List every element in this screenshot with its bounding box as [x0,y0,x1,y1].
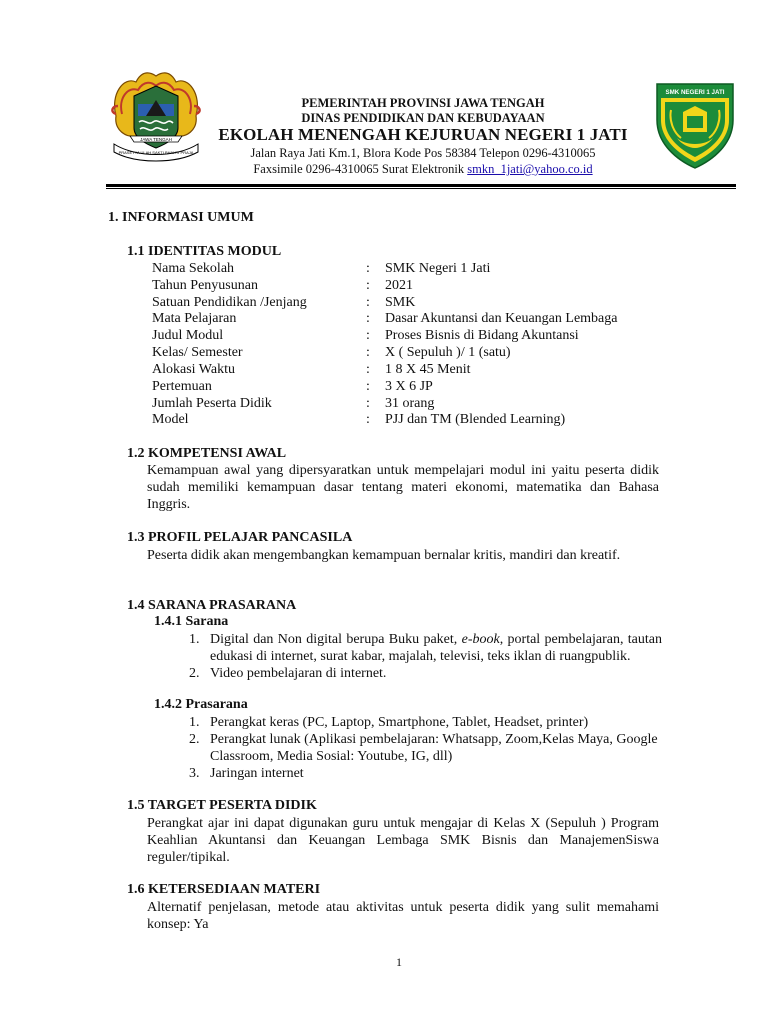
header-school-name: EKOLAH MENENGAH KEJURUAN NEGERI 1 JATI [218,125,628,144]
subsection-title-ketersediaan-materi: 1.6 KETERSEDIAAN MATERI [127,882,321,897]
section-title-informasi-umum: 1. INFORMASI UMUM [108,210,254,225]
row-label: Kelas/ Semester [152,345,243,360]
svg-text:PRASETYA ULAH SAKTI BHAKTI PRA: PRASETYA ULAH SAKTI BHAKTI PRAJA [118,150,194,155]
page-number: 1 [396,955,402,969]
row-separator: : [366,362,370,377]
list-text: Jaringan internet [210,766,304,781]
row-value: 31 orang [385,396,435,411]
smk-negeri-1-jati-logo [655,80,735,170]
jawa-tengah-emblem-logo [106,66,206,170]
row-separator: : [366,396,370,411]
row-separator: : [366,295,370,310]
header-address: Jalan Raya Jati Km.1, Blora Kode Pos 58384 Telepon 0296-4310065 [250,146,596,160]
row-value: Proses Bisnis di Bidang Akuntansi [385,328,579,343]
list-number: 1. [189,632,200,647]
letterhead-divider [106,184,736,189]
subsection-title-profil-pelajar: 1.3 PROFIL PELAJAR PANCASILA [127,530,353,545]
profil-pelajar-text: Peserta didik akan mengembangkan kemampuan bernalar kritis, mandiri dan kreatif. [147,548,621,563]
subsection-title-sarana-prasarana: 1.4 SARANA PRASARANA [127,598,297,613]
row-value: SMK [385,295,416,310]
row-value: 3 X 6 JP [385,379,433,394]
email-link[interactable]: smkn_1jati@yahoo.co.id [467,162,593,176]
kompetensi-awal-text: Kemampuan awal yang dipersyaratkan untuk mempelajari modul ini yaitu peserta didik sudah memiliki kemampuan dasar tentang materi ekonomi, matematika dan Bahasa Inggris. [147,463,659,512]
list-number: 1. [189,715,200,730]
list-item [189,714,664,731]
svg-text:JAWA TENGAH: JAWA TENGAH [140,137,172,142]
row-label: Judul Modul [152,328,224,343]
row-label: Satuan Pendidikan /Jenjang [152,295,307,310]
row-value: 2021 [385,278,413,293]
row-value: 1 8 X 45 Menit [385,362,471,377]
header-agency: DINAS PENDIDIKAN DAN KEBUDAYAAN [301,111,545,125]
sarana-title: 1.4.1 Sarana [154,614,229,629]
list-number: 2. [189,666,200,681]
row-label: Jumlah Peserta Didik [152,396,272,411]
header-province: PEMERINTAH PROVINSI JAWA TENGAH [301,96,545,110]
ketersediaan-materi-text: Alternatif penjelasan, metode atau aktivitas untuk peserta didik yang sulit memahami konsep: Ya [147,900,659,932]
row-separator: : [366,379,370,394]
row-value: SMK Negeri 1 Jati [385,261,491,276]
row-label: Mata Pelajaran [152,311,237,326]
fax-text: Faxsimile 0296-4310065 Surat Elektronik [253,162,468,176]
row-value: PJJ dan TM (Blended Learning) [385,412,566,427]
row-label: Nama Sekolah [152,261,235,276]
row-value: X ( Sepuluh )/ 1 (satu) [385,345,511,360]
row-label: Pertemuan [152,379,212,394]
svg-text:SMK NEGERI 1 JATI: SMK NEGERI 1 JATI [665,89,725,96]
row-separator: : [366,261,370,276]
subsection-title-identitas-modul: 1.1 IDENTITAS MODUL [127,244,282,259]
subsection-title-target-peserta: 1.5 TARGET PESERTA DIDIK [127,798,317,813]
row-label: Model [152,412,189,427]
list-text: Digital dan Non digital berupa Buku paket, e-book, portal pembelajaran, tautan edukasi di internet, surat kabar, majalah, televisi, teks iklan di ruangpublik. [210,632,662,664]
row-label: Alokasi Waktu [152,362,235,377]
row-separator: : [366,328,370,343]
list-text: Perangkat lunak (Aplikasi pembelajaran: Whatsapp, Zoom,Kelas Maya, Google Classroom, Media Sosial: Youtube, IG, dll) [210,732,658,764]
row-separator: : [366,278,370,293]
list-text: Perangkat keras (PC, Laptop, Smartphone, Tablet, Headset, printer) [210,715,589,730]
target-peserta-text: Perangkat ajar ini dapat digunakan guru untuk mengajar di Kelas X (Sepuluh ) Program Keahlian Akuntansi dan Keuangan Lembaga SMK Bisnis dan ManajemenSiswa reguler/tipikal. [147,816,659,865]
list-item [189,665,664,682]
list-item [189,765,664,782]
prasarana-title: 1.4.2 Prasarana [154,697,248,712]
row-value: Dasar Akuntansi dan Keuangan Lembaga [385,311,618,326]
header-fax-email [200,162,646,177]
row-label: Tahun Penyusunan [152,278,258,293]
row-separator: : [366,412,370,427]
list-item [189,731,664,765]
list-number: 2. [189,732,200,747]
list-text: Video pembelajaran di internet. [210,666,387,681]
subsection-title-kompetensi-awal: 1.2 KOMPETENSI AWAL [127,446,287,461]
row-separator: : [366,345,370,360]
list-item [189,631,664,665]
row-separator: : [366,311,370,326]
list-number: 3. [189,766,200,781]
